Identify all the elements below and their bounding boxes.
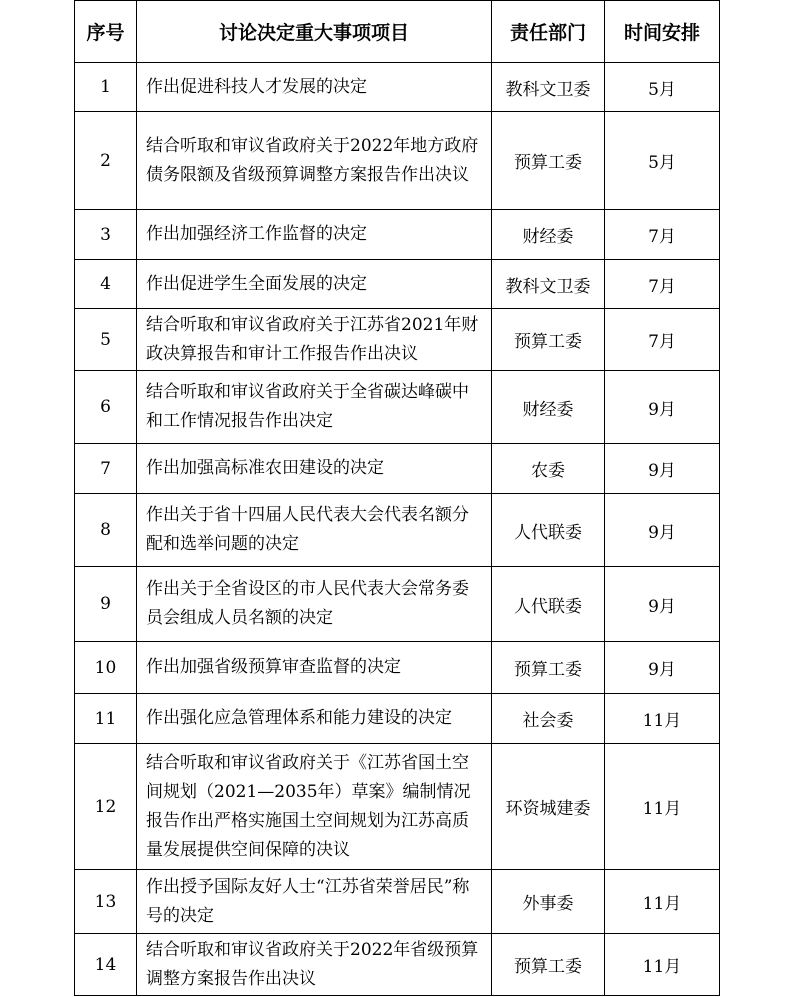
header-row (75, 1, 720, 63)
table-row (75, 494, 720, 567)
row-item: 作出强化应急管理体系和能力建设的决定 (137, 694, 492, 744)
row-no: 11 (75, 694, 137, 744)
row-dept: 预算工委 (492, 934, 605, 996)
row-item: 结合听取和审议省政府关于江苏省2021年财政决算报告和审计工作报告作出决议 (137, 309, 492, 371)
row-no: 3 (75, 210, 137, 260)
row-time: 7月 (605, 210, 720, 260)
header-item: 讨论决定重大事项项目 (137, 1, 492, 63)
row-dept: 教科文卫委 (492, 260, 605, 309)
table-row (75, 870, 720, 934)
row-no: 2 (75, 112, 137, 210)
table-row (75, 642, 720, 694)
row-time: 11月 (605, 744, 720, 870)
row-time: 11月 (605, 870, 720, 934)
row-no: 7 (75, 444, 137, 494)
row-no: 4 (75, 260, 137, 309)
row-item: 结合听取和审议省政府关于《江苏省国土空间规划（2021—2035年）草案》编制情况报告作出严格实施国土空间规划为江苏高质量发展提供空间保障的决议 (137, 744, 492, 870)
row-no: 10 (75, 642, 137, 694)
table-row (75, 444, 720, 494)
row-item: 作出加强经济工作监督的决定 (137, 210, 492, 260)
table-row (75, 260, 720, 309)
row-no: 1 (75, 63, 137, 112)
row-time: 11月 (605, 934, 720, 996)
row-item: 结合听取和审议省政府关于全省碳达峰碳中和工作情况报告作出决定 (137, 371, 492, 444)
row-time: 7月 (605, 309, 720, 371)
row-time: 9月 (605, 642, 720, 694)
row-item: 作出关于全省设区的市人民代表大会常务委员会组成人员名额的决定 (137, 567, 492, 642)
table-row (75, 371, 720, 444)
row-no: 8 (75, 494, 137, 567)
table-row (75, 567, 720, 642)
table-row (75, 934, 720, 996)
row-dept: 社会委 (492, 694, 605, 744)
row-time: 5月 (605, 63, 720, 112)
row-time: 11月 (605, 694, 720, 744)
header-no: 序号 (75, 1, 137, 63)
table-row (75, 309, 720, 371)
row-dept: 预算工委 (492, 642, 605, 694)
row-no: 13 (75, 870, 137, 934)
row-no: 6 (75, 371, 137, 444)
row-no: 9 (75, 567, 137, 642)
row-time: 9月 (605, 444, 720, 494)
row-item: 结合听取和审议省政府关于2022年省级预算调整方案报告作出决议 (137, 934, 492, 996)
row-dept: 农委 (492, 444, 605, 494)
row-time: 5月 (605, 112, 720, 210)
row-time: 7月 (605, 260, 720, 309)
table-row (75, 112, 720, 210)
table-row (75, 744, 720, 870)
row-time: 9月 (605, 371, 720, 444)
header-dept: 责任部门 (492, 1, 605, 63)
row-time: 9月 (605, 494, 720, 567)
row-no: 14 (75, 934, 137, 996)
row-item: 作出促进科技人才发展的决定 (137, 63, 492, 112)
row-dept: 外事委 (492, 870, 605, 934)
row-item: 作出加强高标准农田建设的决定 (137, 444, 492, 494)
table-row (75, 210, 720, 260)
row-no: 12 (75, 744, 137, 870)
row-item: 作出加强省级预算审查监督的决定 (137, 642, 492, 694)
row-dept: 预算工委 (492, 112, 605, 210)
row-item: 作出关于省十四届人民代表大会代表名额分配和选举问题的决定 (137, 494, 492, 567)
matters-table (74, 0, 720, 996)
row-dept: 人代联委 (492, 567, 605, 642)
row-dept: 人代联委 (492, 494, 605, 567)
row-dept: 环资城建委 (492, 744, 605, 870)
row-dept: 财经委 (492, 210, 605, 260)
row-dept: 财经委 (492, 371, 605, 444)
row-item: 作出促进学生全面发展的决定 (137, 260, 492, 309)
row-item: 结合听取和审议省政府关于2022年地方政府债务限额及省级预算调整方案报告作出决议 (137, 112, 492, 210)
row-item: 作出授予国际友好人士“江苏省荣誉居民”称号的决定 (137, 870, 492, 934)
row-dept: 教科文卫委 (492, 63, 605, 112)
row-time: 9月 (605, 567, 720, 642)
row-dept: 预算工委 (492, 309, 605, 371)
header-time: 时间安排 (605, 1, 720, 63)
table-row (75, 63, 720, 112)
row-no: 5 (75, 309, 137, 371)
table-row (75, 694, 720, 744)
